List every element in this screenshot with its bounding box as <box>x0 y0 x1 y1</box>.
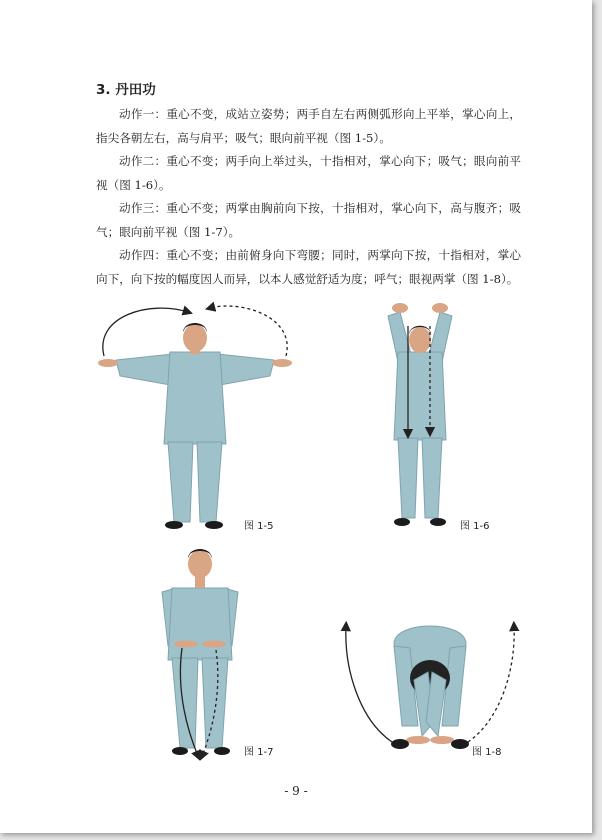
practitioner-figure <box>388 303 452 526</box>
arc-arrow-left <box>103 308 188 356</box>
figure-1-5-illustration <box>90 296 300 536</box>
figure-1-7-caption: 图 1-7 <box>244 747 274 758</box>
figure-1-8-illustration <box>330 600 530 760</box>
figure-1-8-caption: 图 1-8 <box>472 747 502 758</box>
paragraph-movement-1: 动作一：重心不变，成站立姿势；两手自左右两侧弧形向上平举，掌心向上，指尖各朝左右，高与肩平；吸气；眼向前平视（图 1-5）。 <box>96 107 521 145</box>
page-number: - 9 - <box>284 784 308 798</box>
arc-arrow-right <box>210 306 287 356</box>
practitioner-figure <box>391 626 469 749</box>
paragraph-movement-2: 动作二：重心不变；两手向上举过头，十指相对，掌心向下；吸气；眼向前平视（图 1-6）。 <box>96 154 521 192</box>
section-title: 3. 丹田功 <box>96 82 156 98</box>
practitioner-figure <box>162 549 238 755</box>
practitioner-figure <box>98 323 292 529</box>
arc-arrow-left <box>346 626 392 742</box>
figure-1-5-caption: 图 1-5 <box>244 521 274 532</box>
paragraph-movement-4: 动作四：重心不变；由前俯身向下弯腰；同时，两掌向下按，十指相对，掌心向下，向下按的幅度因人而异，以本人感觉舒适为度；呼气；眼视两掌（图 1-8）。 <box>96 248 521 286</box>
figure-1-6-illustration <box>360 296 480 536</box>
arc-arrow-right <box>468 626 514 742</box>
figure-1-6-caption: 图 1-6 <box>460 521 490 532</box>
paragraph-movement-3: 动作三：重心不变；两掌由胸前向下按，十指相对，掌心向下，高与腹齐；吸气；眼向前平视（图 1-7）。 <box>96 201 521 239</box>
figure-1-7-illustration <box>140 542 260 767</box>
